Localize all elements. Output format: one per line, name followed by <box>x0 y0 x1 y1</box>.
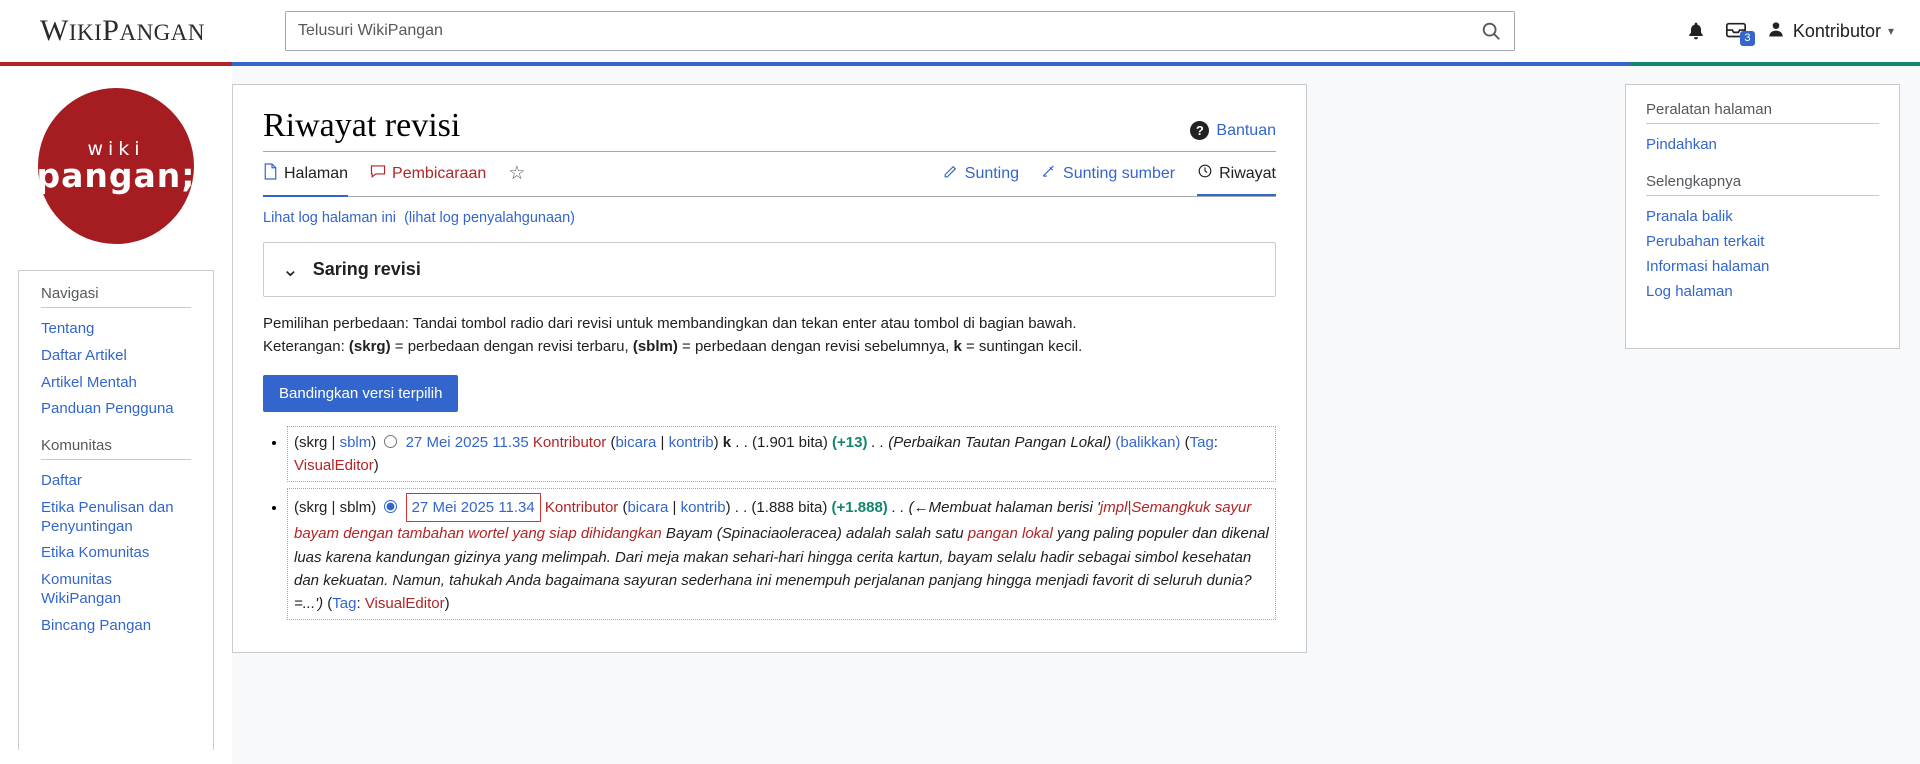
nav-section-title: Komunitas <box>41 437 191 460</box>
navigation-panel <box>18 270 214 750</box>
page-title: Riwayat revisi <box>263 107 461 144</box>
pencil-icon <box>943 163 959 184</box>
tab-bar <box>263 162 1276 197</box>
rev2-contribs-link[interactable]: kontrib <box>680 499 726 516</box>
search-icon[interactable] <box>1468 12 1514 50</box>
rev1-contribs-link[interactable]: kontrib <box>668 433 714 451</box>
title-divider <box>263 151 1276 152</box>
rev1-tag-label[interactable]: Tag <box>1189 433 1214 451</box>
rev2-comment-prefix: . . (←Membuat halaman berisi ' <box>891 499 1100 516</box>
legend-k: k <box>953 338 962 356</box>
tab-sunting[interactable] <box>943 163 1019 189</box>
rev1-undo-link[interactable]: (balikkan) <box>1115 433 1181 451</box>
rail-section-title: Selengkapnya <box>1646 173 1879 196</box>
legend-skrg: (skrg) <box>348 338 391 356</box>
page-icon <box>263 163 278 185</box>
notifications-bell-icon[interactable] <box>1686 20 1706 42</box>
rev1-delta: (+13) <box>832 433 868 451</box>
sidebar-item-komunitas-wikipangan[interactable]: Komunitas WikiPangan <box>41 571 122 607</box>
rev1-sblm-link[interactable]: sblm <box>339 433 372 451</box>
rev2-comment-part3: Bayam (Spinaciaoleracea) adalah salah satu <box>661 525 968 543</box>
sidebar-item-bincang-pangan[interactable]: Bincang Pangan <box>41 616 152 634</box>
legend-text <box>263 312 1276 359</box>
sidebar-item-daftar-artikel[interactable]: Daftar Artikel <box>41 346 127 364</box>
legend-k-text: = suntingan kecil. <box>961 338 1083 356</box>
rail-item-log-halaman[interactable]: Log halaman <box>1646 283 1733 300</box>
rev1-size: . . (1.901 bita) <box>735 433 828 451</box>
rev2-comment-mono: jmpl|Semangkuk sayur bayam dengan tambahan wortel <box>294 499 1252 543</box>
list-item <box>287 488 1276 620</box>
user-avatar-icon <box>1766 19 1786 44</box>
legend-skrg-text: = perbedaan dengan revisi terbaru, <box>390 338 633 356</box>
search-input[interactable] <box>286 12 1468 50</box>
filter-revisions-panel[interactable] <box>263 242 1276 297</box>
rail-item-perubahan-terkait[interactable]: Perubahan terkait <box>1646 233 1765 250</box>
source-edit-icon <box>1041 163 1057 184</box>
tab-label: Halaman <box>284 164 349 182</box>
rev1-tags: (Tag: VisualEditor) <box>294 433 1218 474</box>
rev1-date-link[interactable]: 27 Mei 2025 11.35 <box>405 433 529 451</box>
rev1-paren: ) <box>371 433 381 451</box>
notices-tray-icon[interactable] <box>1724 20 1751 44</box>
right-rail <box>1625 66 1920 764</box>
nav-section-komunitas <box>19 437 213 639</box>
brand-text: WIKIPANGAN <box>40 14 206 47</box>
rail-section-title: Peralatan halaman <box>1646 101 1879 124</box>
tabs-left <box>263 162 525 190</box>
rev2-tag-value[interactable]: VisualEditor <box>364 595 445 612</box>
legend-sblm-text: = perbedaan dengan revisi sebelumnya, <box>677 338 954 356</box>
rev1-comment: . . (Perbaikan Tautan Pangan Lokal) <box>871 433 1112 451</box>
rev1-talk-link[interactable]: bicara <box>615 433 657 451</box>
sidebar-item-panduan-pengguna[interactable]: Panduan Pengguna <box>41 400 174 418</box>
page-tools-panel <box>1625 84 1900 349</box>
rev2-tags: (Tag: VisualEditor) <box>327 595 450 612</box>
rev2-comment-red: pangan lokal <box>967 525 1053 543</box>
tab-label: Riwayat <box>1219 164 1276 182</box>
tab-label: Sunting <box>964 164 1020 182</box>
compare-selected-versions-button[interactable]: Bandingkan versi terpilih <box>263 375 458 412</box>
tab-sunting-sumber[interactable] <box>1041 163 1175 189</box>
list-item <box>287 426 1276 483</box>
rev1-tag-value[interactable]: VisualEditor <box>294 456 374 474</box>
sidebar-item-artikel-mentah[interactable]: Artikel Mentah <box>41 373 137 391</box>
rev1-usertools: (bicara | kontrib) <box>610 433 719 451</box>
title-row <box>263 107 1276 145</box>
chevron-down-icon: ⌄ <box>282 259 299 281</box>
legend-line-2 <box>263 335 1276 358</box>
nav-section-title: Navigasi <box>41 285 191 308</box>
legend-sblm: (sblm) <box>632 338 678 356</box>
legend-prefix: Keterangan: <box>263 338 349 356</box>
nav-section-navigasi <box>19 285 213 423</box>
question-mark-icon: ? <box>1190 121 1209 140</box>
tab-label: Sunting sumber <box>1063 164 1176 182</box>
sidebar-item-etika-komunitas[interactable]: Etika Komunitas <box>41 544 150 562</box>
talk-icon <box>370 163 386 184</box>
user-menu[interactable] <box>1766 19 1894 44</box>
help-label: Bantuan <box>1216 121 1276 139</box>
tabs-right <box>943 163 1276 189</box>
legend-line-1: Pemilihan perbedaan: Tandai tombol radio dari revisi untuk membandingkan dan tekan enter atau tombol di bagian bawah. <box>263 315 1077 332</box>
sidebar-item-etika-penulisan[interactable]: Etika Penulisan dan Penyuntingan <box>41 498 174 535</box>
rev2-date-link[interactable]: 27 Mei 2025 11.34 <box>406 493 541 522</box>
rev1-user-link[interactable]: Kontributor <box>532 433 607 451</box>
rev2-talk-link[interactable]: bicara <box>627 499 669 516</box>
rev1-minor-flag: k <box>722 433 732 451</box>
help-link[interactable] <box>1190 121 1276 145</box>
watch-star-button[interactable] <box>508 162 525 190</box>
rev2-radio[interactable] <box>384 500 397 513</box>
tab-halaman[interactable] <box>263 163 348 190</box>
logo-line-2: pangan; <box>36 155 196 195</box>
filter-revisions-label: Saring revisi <box>312 259 421 279</box>
top-right-tools <box>1515 19 1920 44</box>
top-bar <box>0 0 1920 62</box>
notices-count-badge: 3 <box>1740 31 1755 46</box>
left-sidebar <box>0 66 232 764</box>
rev2-size: . . (1.888 bita) <box>734 499 828 516</box>
rail-item-pranala-balik[interactable]: Pranala balik <box>1646 208 1733 225</box>
rail-item-pindahkan[interactable]: Pindahkan <box>1646 136 1717 153</box>
rev2-tag-label[interactable]: Tag <box>332 595 357 612</box>
rev2-skrg: (skrg | sblm) <box>294 499 377 516</box>
page-body <box>0 66 1920 764</box>
chevron-down-icon: ▾ <box>1887 24 1894 38</box>
tab-riwayat[interactable] <box>1197 163 1276 189</box>
rev1-radio[interactable] <box>384 435 397 448</box>
revision-row-2 <box>287 488 1276 620</box>
sidebar-item-tentang[interactable]: Tentang <box>41 320 95 337</box>
rev2-usertools: (bicara | kontrib) <box>622 499 731 516</box>
star-icon: ☆ <box>508 163 526 184</box>
rev2-comment-part4: yang paling populer dan dikenal luas karena kandungan gizinya yang melimpah. Dari meja makan sehari-hari hingga cerita kartun, bayam selalu hadir sebagai simbol kesehatan dan kekuatan. Namun, tahukah Anda bagaimana sayuran sederhana ini menempuh perjalanan panjang hingga menjadi favorit di seluruh dunia? =...') <box>294 525 1269 612</box>
content-area <box>232 66 1625 764</box>
revision-row-1 <box>287 426 1276 483</box>
site-logo-wordmark[interactable] <box>0 14 285 48</box>
search-bar[interactable] <box>285 11 1515 51</box>
view-abuse-log-link[interactable]: (lihat log penyalahgunaan) <box>404 210 575 226</box>
revision-list <box>263 426 1276 621</box>
rev1-skrg-label: skrg <box>299 433 328 451</box>
rev2-comment-part2: yang siap dihidangkan <box>508 525 662 543</box>
rail-item-informasi-halaman[interactable]: Informasi halaman <box>1646 258 1770 275</box>
tab-label: Pembicaraan <box>392 164 487 182</box>
rev2-sblm-label: sblm <box>339 499 372 516</box>
rev2-delta: (+1.888) <box>831 499 888 516</box>
user-name-label: Kontributor <box>1792 20 1881 41</box>
rev2-user-link[interactable]: Kontributor <box>544 499 619 516</box>
rev1-skrg: (skrg | <box>294 433 340 451</box>
log-links <box>263 210 1276 226</box>
clock-icon <box>1197 163 1213 184</box>
article-container <box>232 84 1307 653</box>
tab-pembicaraan[interactable] <box>370 163 486 189</box>
logo-line-1: wiki <box>87 137 145 160</box>
rev2-skrg-label: skrg <box>299 499 328 516</box>
site-logo-circle[interactable] <box>38 88 194 244</box>
sidebar-item-daftar[interactable]: Daftar <box>41 472 82 489</box>
view-page-log-link[interactable]: Lihat log halaman ini <box>263 210 397 226</box>
